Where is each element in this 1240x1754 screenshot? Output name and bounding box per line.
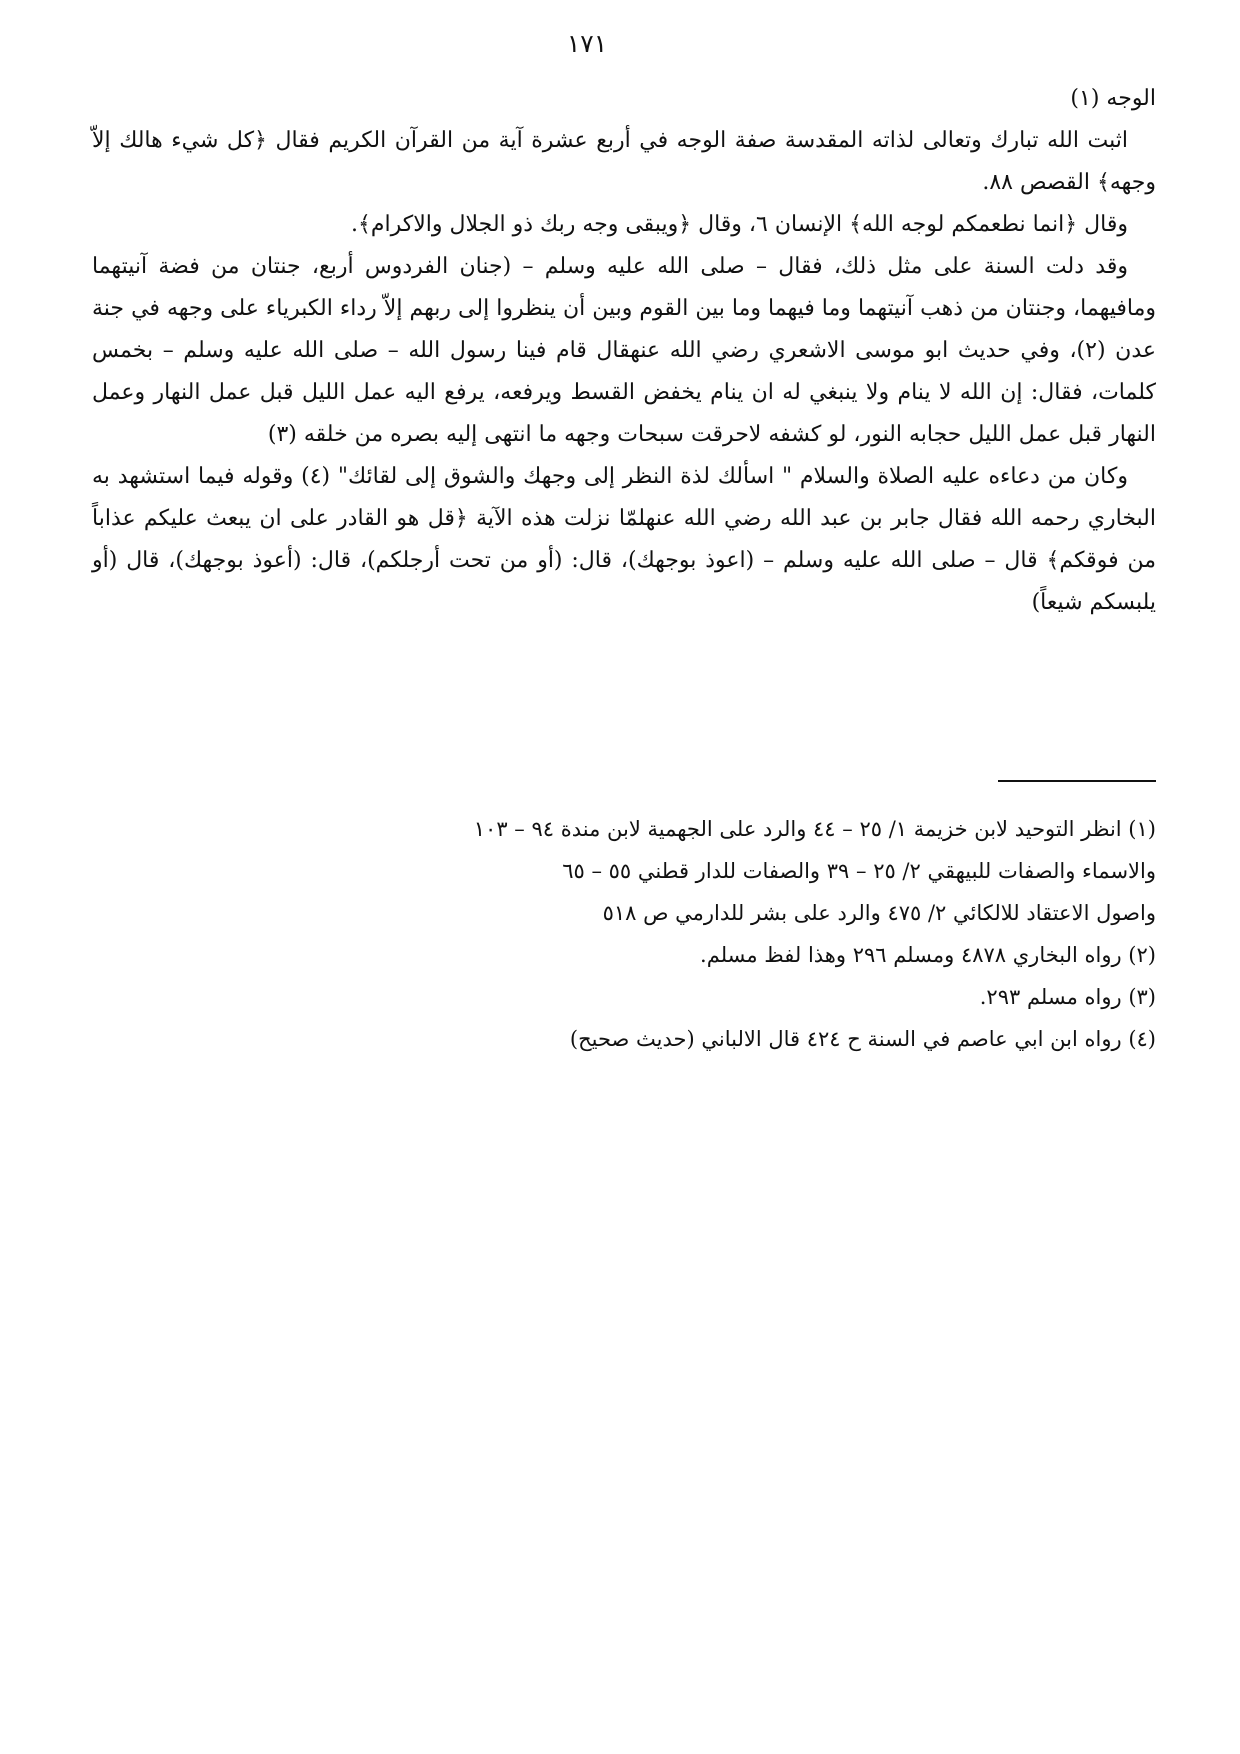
main-text bbox=[92, 78, 1156, 624]
footnote-line: واصول الاعتقاد للالكائي ٢/ ٤٧٥ والرد على بشر للدارمي ص ٥١٨ bbox=[602, 901, 1156, 925]
footnote-line: (١) انظر التوحيد لابن خزيمة ١/ ٢٥ – ٤٤ والرد على الجهمية لابن مندة ٩٤ – ١٠٣ bbox=[473, 817, 1156, 841]
paragraph-2: وقال ﴿انما نطعمكم لوجه الله﴾ الإنسان ٦، وقال ﴿ويبقى وجه ربك ذو الجلال والاكرام﴾. bbox=[351, 212, 1128, 237]
footnote-line: (٤) رواه ابن ابي عاصم في السنة ح ٤٢٤ قال الالباني (حديث صحيح) bbox=[569, 1027, 1156, 1051]
footnote-line: (٢) رواه البخاري ٤٨٧٨ ومسلم ٢٩٦ وهذا لفظ مسلم. bbox=[700, 943, 1156, 967]
footnote-line: (٣) رواه مسلم ٢٩٣. bbox=[979, 985, 1156, 1009]
section-heading: الوجه (١) bbox=[1070, 86, 1156, 111]
paragraph-1: اثبت الله تبارك وتعالى لذاته المقدسة صفة الوجه في أربع عشرة آية من القرآن الكريم فقال ﴿كل شيء هالك إلاّ وجهه﴾ القصص ٨٨. bbox=[92, 128, 1156, 195]
page-number: ١٧١ bbox=[566, 29, 608, 58]
footnotes bbox=[92, 808, 1156, 1060]
footnote-line: والاسماء والصفات للبيهقي ٢/ ٢٥ – ٣٩ والصفات للدار قطني ٥٥ – ٦٥ bbox=[562, 859, 1156, 883]
paragraph-4: وكان من دعاءه عليه الصلاة والسلام " اسألك لذة النظر إلى وجهك والشوق إلى لقائك" (٤) وقوله فيما استشهد به البخاري رحمه الله فقال جابر بن عبد الله رضي الله عنهلمّا نزلت هذه الآية ﴿قل هو القادر على ان يبعث عليكم عذاباً من فوقكم﴾ قال – صلى الله عليه وسلم – (اعوذ بوجهك)، قال: (أو من تحت أرجلكم)، قال: (أعوذ بوجهك)، قال (أو يلبسكم شيعاً) bbox=[92, 464, 1156, 615]
paragraph-3: وقد دلت السنة على مثل ذلك، فقال – صلى الله عليه وسلم – (جنان الفردوس أربع، جنتان من فضة آنيتهما ومافيهما، وجنتان من ذهب آنيتهما وما فيهما وما بين القوم وبين أن ينظروا إلى ربهم إلاّ رداء الكبرياء على وجهه في جنة عدن (٢)، وفي حديث ابو موسى الاشعري رضي الله عنهقال قام فينا رسول الله – صلى الله عليه وسلم – بخمس كلمات، فقال: إن الله لا ينام ولا ينبغي له ان ينام يخفض القسط ويرفعه، يرفع اليه عمل الليل قبل عمل النهار وعمل النهار قبل عمل الليل حجابه النور، لو كشفه لاحرقت سبحات وجهه ما انتهى إليه بصره من خلقه (٣) bbox=[92, 254, 1156, 447]
footnote-separator bbox=[998, 780, 1156, 782]
